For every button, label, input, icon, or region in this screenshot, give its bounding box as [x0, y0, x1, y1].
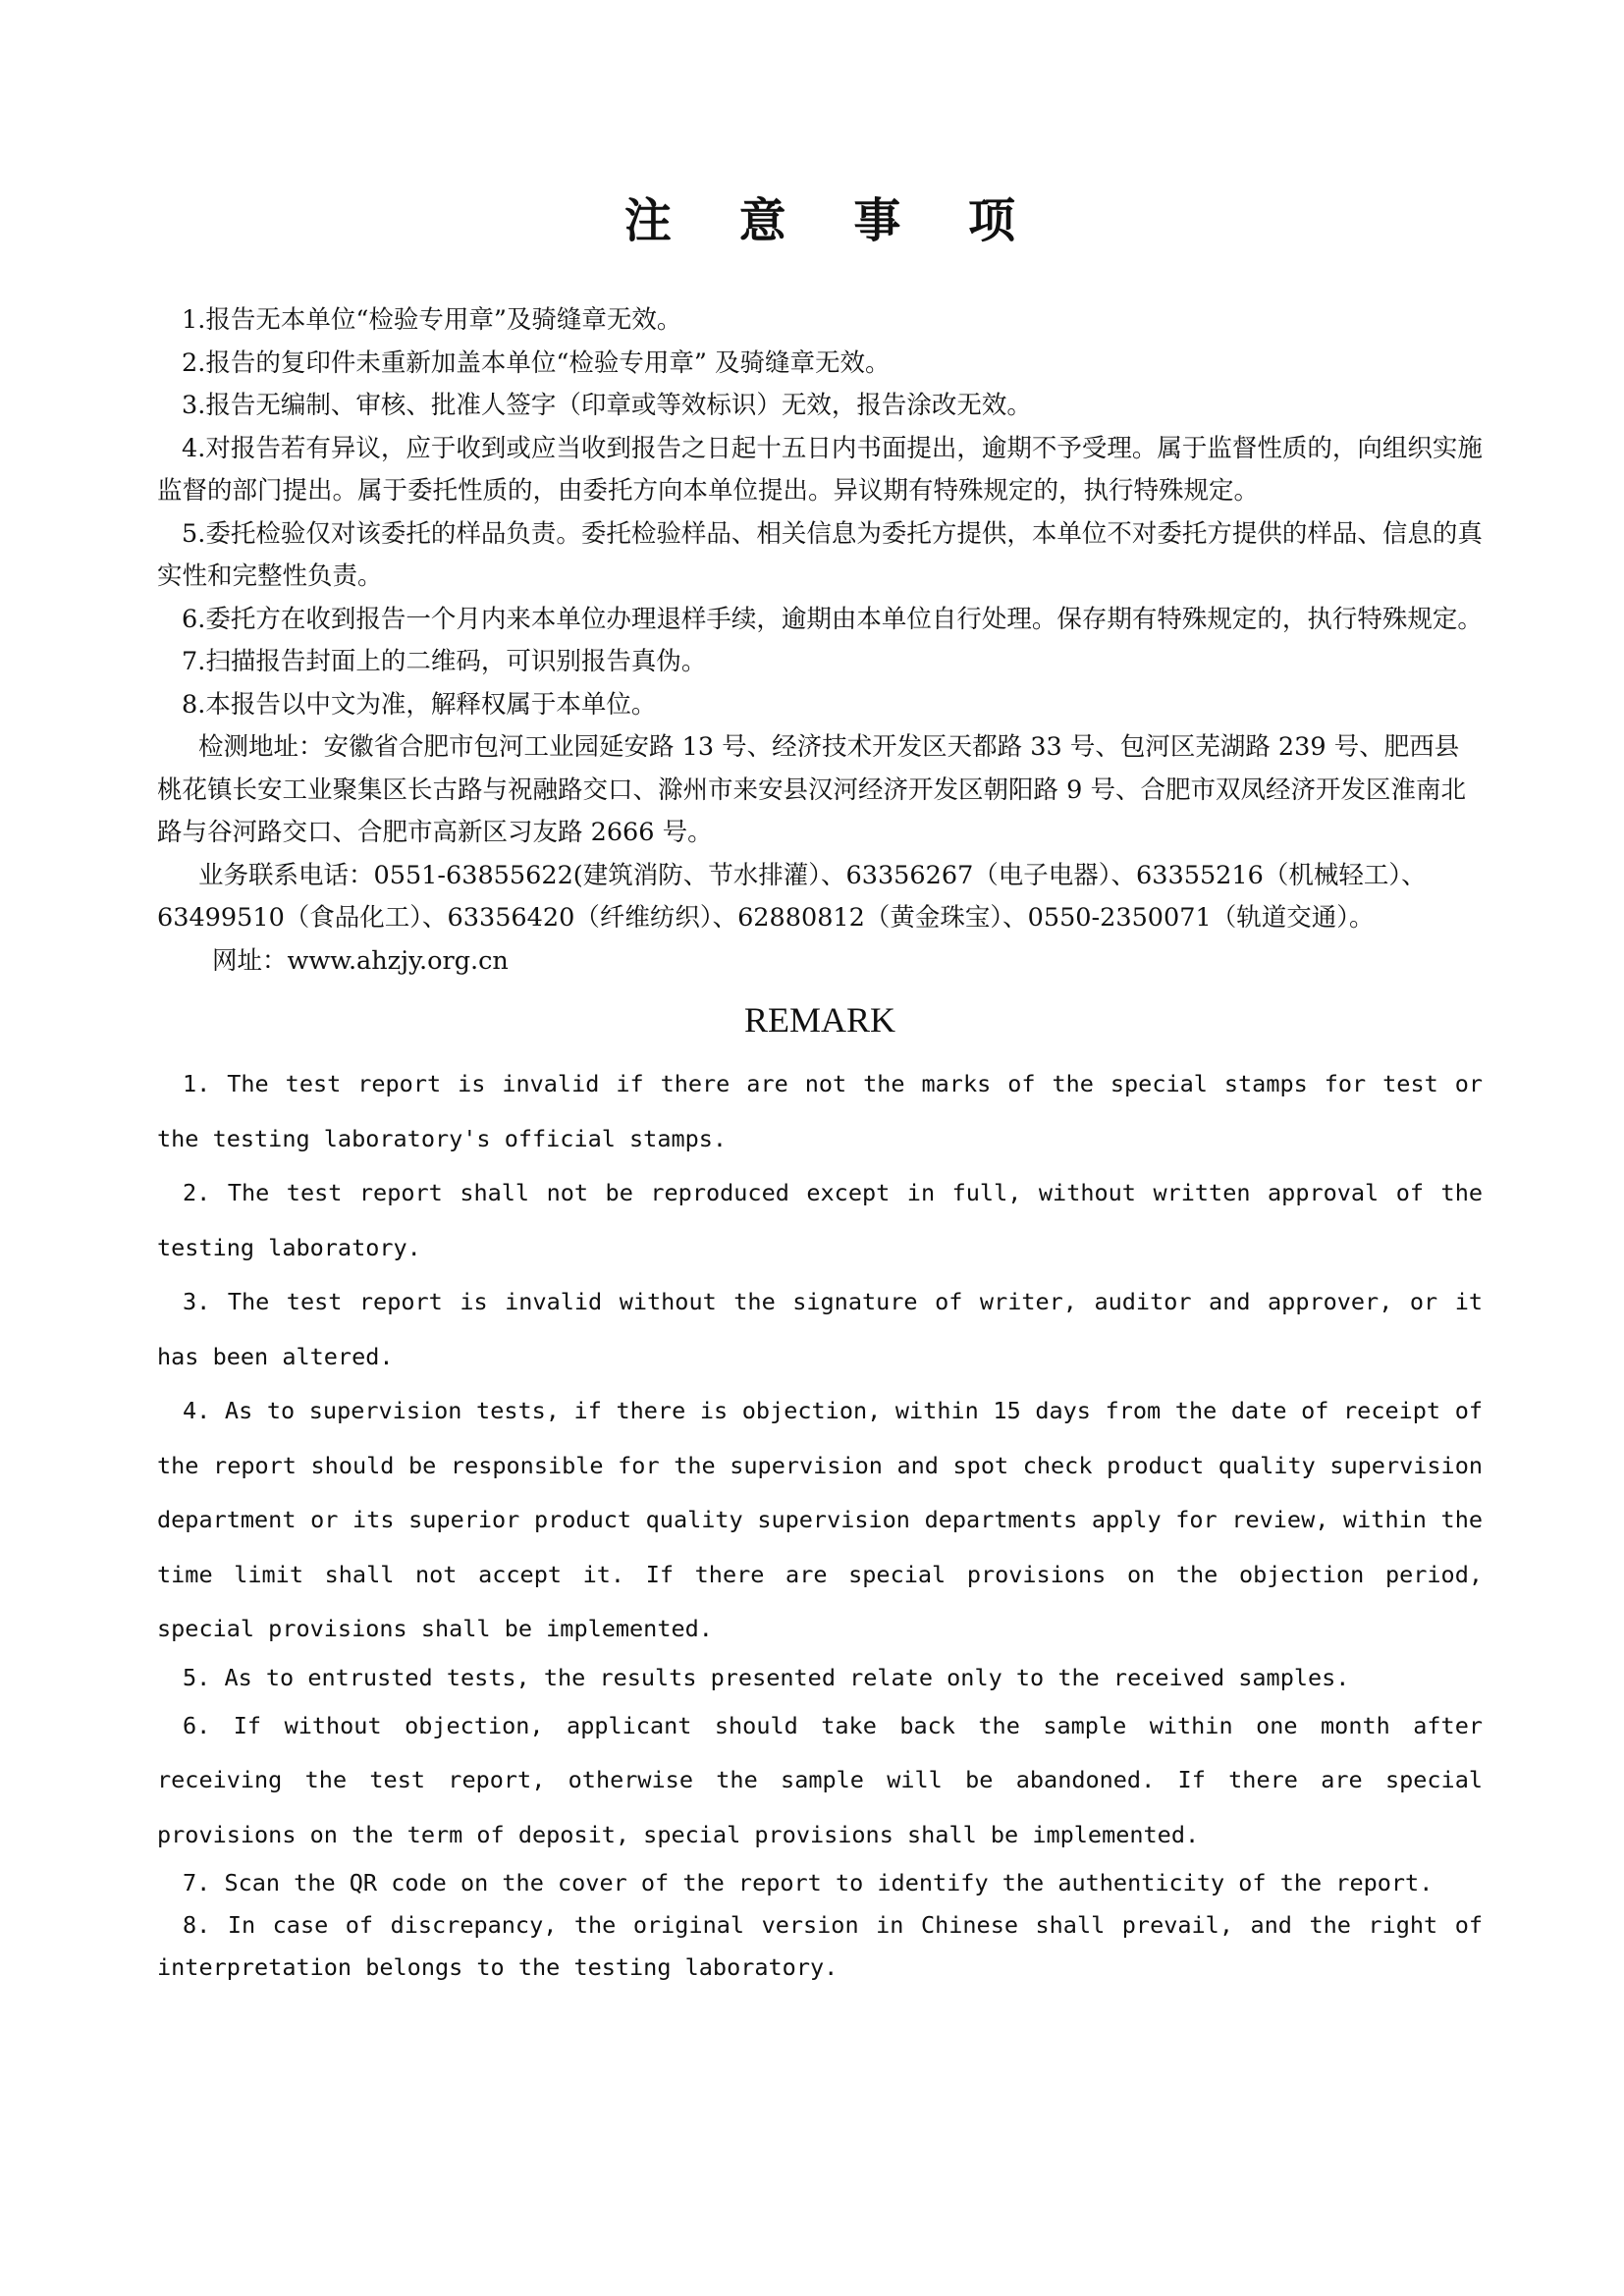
cn-note-3: 3.报告无编制、审核、批准人签字（印章或等效标识）无效，报告涂改无效。 [182, 391, 1032, 420]
cn-note-1: 1.报告无本单位“检验专用章”及骑缝章无效。 [182, 305, 682, 335]
en-note-4: 4. As to supervision tests, if there is objection, within 15 days from the date of receipt of the report should be responsible for the supervision and spot check product quality supervision department or its superior product quality supervision departments apply for review, within the time limit shall not accept it. If there are special provisions on the objection period, special provisions shall be implemented. [157, 1397, 1483, 1642]
test-address: 检测地址：安徽省合肥市包河工业园延安路 13 号、经济技术开发区天都路 33 号、包河区芜湖路 239 号、肥西县桃花镇长安工业聚集区长古路与祝融路交口、滁州市来安县汉河经济开发区朝阳路 9 号、合肥市双凤经济开发区淮南北路与谷河路交口、合肥市高新区习友路 2666 号。 [157, 732, 1466, 847]
notice-page [157, 191, 1483, 1989]
en-note-8: 8. In case of discrepancy, the original version in Chinese shall prevail, and the right of interpretation belongs to the testing laboratory. [157, 1911, 1483, 1981]
en-note-5: 5. As to entrusted tests, the results presented relate only to the received samples. [183, 1663, 1350, 1691]
english-notes [157, 1057, 1483, 1989]
cn-note-4: 4.对报告若有异议，应于收到或应当收到报告之日起十五日内书面提出，逾期不予受理。属于监督性质的，向组织实施监督的部门提出。属于委托性质的，由委托方向本单位提出。异议期有特殊规定的，执行特殊规定。 [157, 433, 1483, 506]
en-note-1: 1. The test report is invalid if there are not the marks of the special stamps for test or the testing laboratory's official stamps. [157, 1070, 1483, 1152]
chinese-notes [157, 299, 1483, 983]
cn-note-8: 8.本报告以中文为准，解释权属于本单位。 [182, 689, 657, 720]
cn-note-7: 7.扫描报告封面上的二维码，可识别报告真伪。 [182, 647, 707, 676]
contact-phone: 业务联系电话：0551-63855622(建筑消防、节水排灌）、63356267（电子电器）、63355216（机械轻工）、63499510（食品化工）、63356420（纤维纺织）、62880812（黄金珠宝）、0550-2350071（轨道交通）。 [157, 860, 1427, 933]
en-note-7: 7. Scan the QR code on the cover of the report to identify the authenticity of the report. [183, 1869, 1434, 1896]
cn-note-5: 5.委托检验仅对该委托的样品负责。委托检验样品、相关信息为委托方提供，本单位不对委托方提供的样品、信息的真实性和完整性负责。 [157, 518, 1483, 591]
website: 网址：www.ahzjy.org.cn [212, 945, 509, 976]
en-note-6: 6. If without objection, applicant should take back the sample within one month after receiving the test report, otherwise the sample will be abandoned. If there are special provisions on the term of deposit, special provisions shall be implemented. [157, 1711, 1483, 1848]
cn-note-2: 2.报告的复印件未重新加盖本单位“检验专用章” 及骑缝章无效。 [182, 347, 891, 378]
page-title: 注 意 事 项 [623, 193, 1042, 248]
en-note-3: 3. The test report is invalid without the signature of writer, auditor and approver, or it has been altered. [157, 1288, 1483, 1370]
remark-title: REMARK [743, 1000, 896, 1040]
cn-note-6: 6.委托方在收到报告一个月内来本单位办理退样手续，逾期由本单位自行处理。保存期有特殊规定的，执行特殊规定。 [182, 604, 1483, 634]
en-note-2: 2. The test report shall not be reproduced except in full, without written approval of the testing laboratory. [157, 1179, 1483, 1261]
